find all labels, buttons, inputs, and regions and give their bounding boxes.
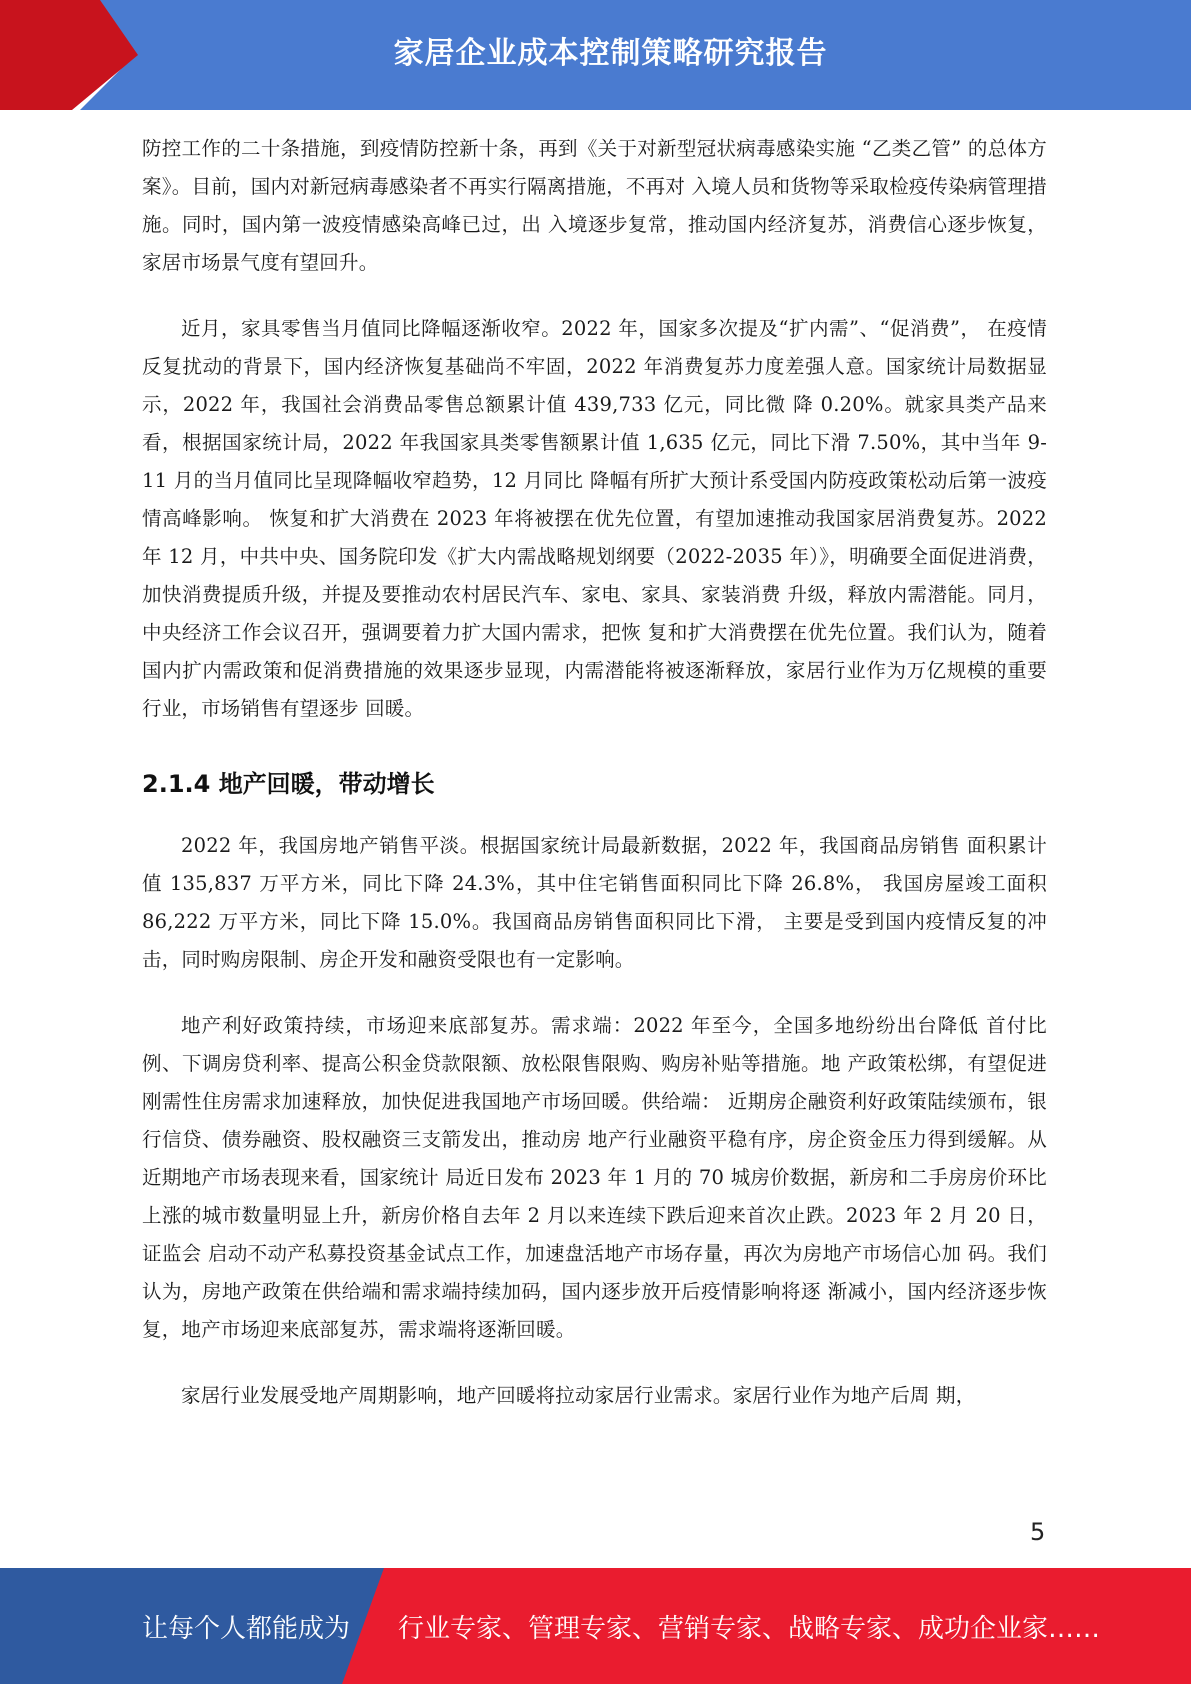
paragraph-industry-cycle: 家居行业发展受地产周期影响，地产回暖将拉动家居行业需求。家居行业作为地产后周 期，	[181, 1384, 976, 1407]
page-footer	[0, 1568, 1191, 1684]
paragraph-real-estate-sales: 2022 年，我国房地产销售平淡。根据国家统计局最新数据，2022 年，我国商品房销售 面积累计值 135,837 万平方米，同比下降 24.3%，其中住宅销售面积同比下降 26.8%， 我国房屋竣工面积 86,222 万平方米，同比下降 15.0%。我国商品房销售面积同比下滑， 主要是受到国内疫情反复的冲击，同时购房限制、房企开发和融资受限也有一定影响。	[142, 834, 1047, 971]
footer-slogan-right: 行业专家、管理专家、营销专家、战略专家、成功企业家……	[398, 1613, 1101, 1644]
report-title: 家居企业成本控制策略研究报告	[393, 36, 828, 71]
page-header	[0, 0, 1191, 110]
paragraph-continued: 防控工作的二十条措施，到疫情防控新十条，再到《关于对新型冠状病毒感染实施 “乙类乙管” 的总体方案》。目前，国内对新冠病毒感染者不再实行隔离措施，不再对 入境人员和货物等采取检疫传染病管理措施。同时，国内第一波疫情感染高峰已过，出 入境逐步复常，推动国内经济复苏，消费信心逐步恢复，家居市场景气度有望回升。	[142, 137, 1047, 274]
document-body	[142, 130, 1047, 1415]
paragraph-policy-recovery: 地产利好政策持续，市场迎来底部复苏。需求端：2022 年至今，全国多地纷纷出台降低 首付比例、下调房贷利率、提高公积金贷款限额、放松限售限购、购房补贴等措施。地 产政策松绑，有望促进刚需性住房需求加速释放，加快促进我国地产市场回暖。供给端： 近期房企融资利好政策陆续颁布，银行信贷、债券融资、股权融资三支箭发出，推动房 地产行业融资平稳有序，房企资金压力得到缓解。从近期地产市场表现来看，国家统计 局近日发布 2023 年 1 月的 70 城房价数据，新房和二手房房价环比上涨的城市数量明显上升，新房价格自去年 2 月以来连续下跌后迎来首次止跌。2023 年 2 月 20 日，证监会 启动不动产私募投资基金试点工作，加速盘活地产市场存量，再次为房地产市场信心加 码。我们认为，房地产政策在供给端和需求端持续加码，国内逐步放开后疫情影响将逐 渐减小，国内经济逐步恢复，地产市场迎来底部复苏，需求端将逐渐回暖。	[142, 1014, 1047, 1341]
paragraph-furniture-retail: 近月，家具零售当月值同比降幅逐渐收窄。2022 年，国家多次提及“扩内需”、“促消费”， 在疫情反复扰动的背景下，国内经济恢复基础尚不牢固，2022 年消费复苏力度差强人意。国家统计局数据显示，2022 年，我国社会消费品零售总额累计值 439,733 亿元，同比微 降 0.20%。就家具类产品来看，根据国家统计局，2022 年我国家具类零售额累计值 1,635 亿元，同比下滑 7.50%，其中当年 9-11 月的当月值同比呈现降幅收窄趋势，12 月同比 降幅有所扩大预计系受国内防疫政策松动后第一波疫情高峰影响。 恢复和扩大消费在 2023 年将被摆在优先位置，有望加速推动我国家居消费复苏。2022 年 12 月，中共中央、国务院印发《扩大内需战略规划纲要（2022-2035 年）》，明确要全面促进消费，加快消费提质升级，并提及要推动农村居民汽车、家电、家具、家装消费 升级，释放内需潜能。同月，中央经济工作会议召开，强调要着力扩大国内需求，把恢 复和扩大消费摆在优先位置。我们认为，随着国内扩内需政策和促消费措施的效果逐步显现，内需潜能将被逐渐释放，家居行业作为万亿规模的重要行业，市场销售有望逐步 回暖。	[142, 317, 1047, 720]
section-heading: 2.1.4 地产回暖，带动增长	[142, 770, 435, 798]
page-number: 5	[1030, 1518, 1046, 1546]
footer-slogan-left: 让每个人都能成为	[142, 1613, 351, 1644]
